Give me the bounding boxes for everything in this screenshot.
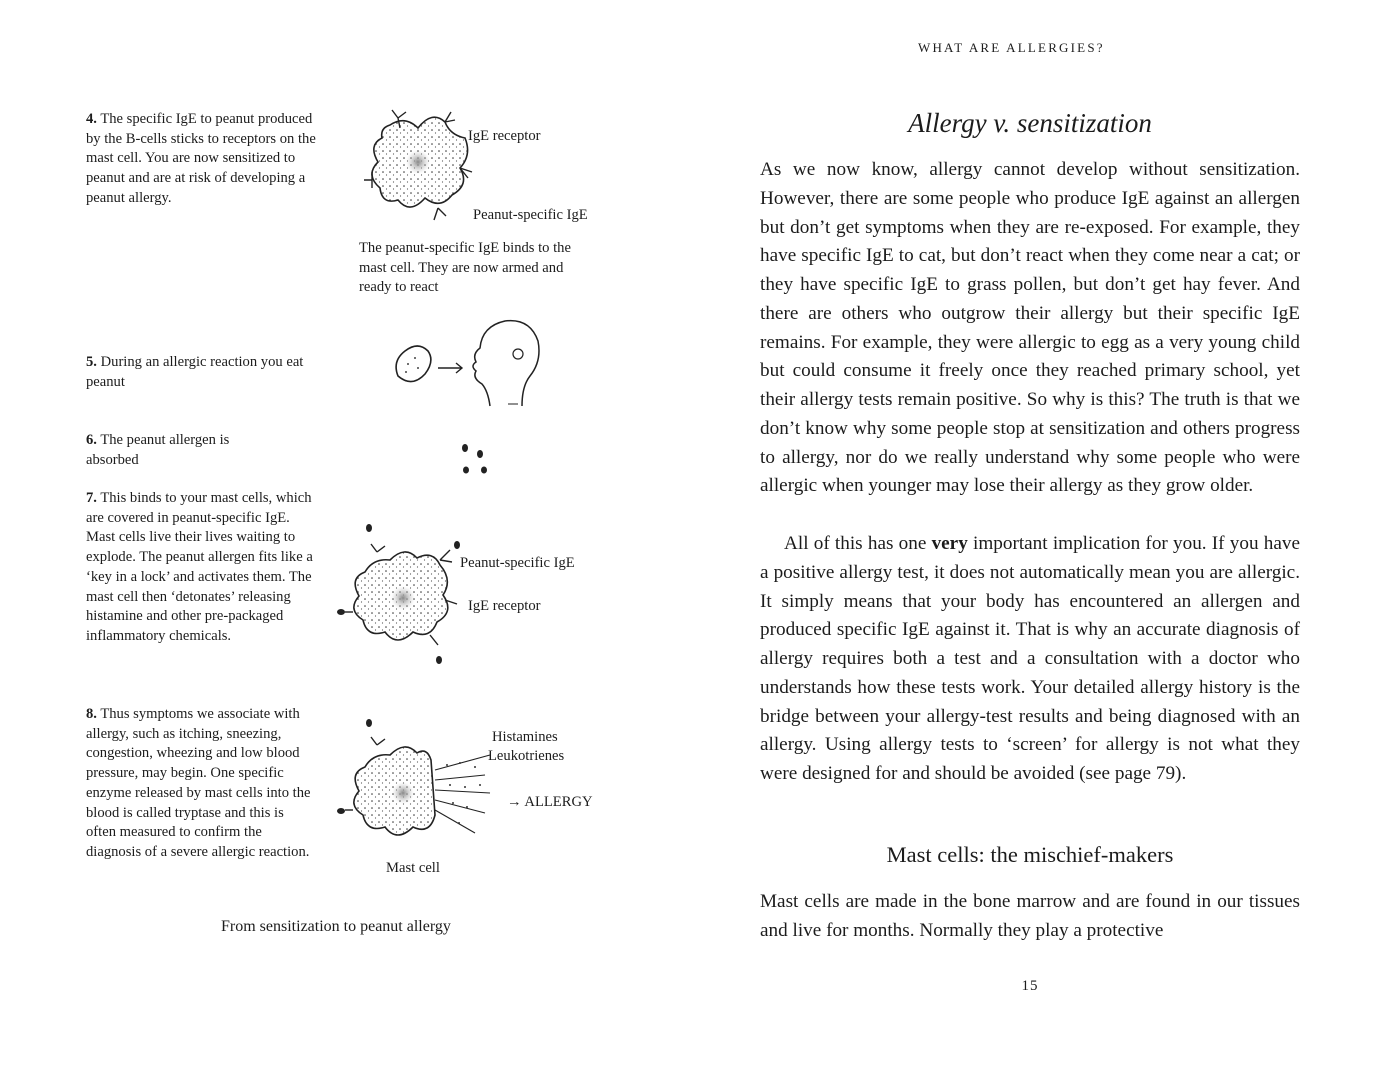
- running-head: WHAT ARE ALLERGIES?: [918, 40, 1105, 55]
- peanut-to-mouth-illustration: [390, 316, 550, 411]
- mast-cell-degranulating-illustration: [335, 715, 495, 855]
- paragraph-2: [760, 530, 1300, 789]
- step-number: 5.: [86, 354, 97, 370]
- step-8: [86, 705, 316, 863]
- histamines-label: Histamines: [492, 729, 558, 745]
- allergy-label: → ALLERGY: [507, 794, 593, 810]
- step-text: The specific IgE to peanut produced by the B-cells sticks to receptors on the mast cell. You are now sensitized to peanut and are at risk of developing a peanut allergy.: [86, 111, 316, 206]
- step-5: [86, 353, 318, 392]
- step-number: 7.: [86, 490, 97, 506]
- section-title: Allergy v. sensitization: [908, 108, 1152, 138]
- step-4: [86, 110, 318, 209]
- step-text: This binds to your mast cells, which are covered in peanut-specific IgE. Mast cells live their lives waiting to explode. The peanut allergen fits like a ‘key in a lock’ and activates them. The mast cell then ‘detonates’ releasing histamine and other pre-packaged inflammatory chemicals.: [86, 490, 313, 644]
- ige-receptor-label-2: IgE receptor: [468, 598, 541, 614]
- step-text: During an allergic reaction you eat peanut: [86, 354, 304, 390]
- ige-receptor-label-1: IgE receptor: [468, 128, 541, 144]
- peanut-specific-ige-label-1: Peanut-specific IgE: [473, 207, 588, 223]
- figure-caption: From sensitization to peanut allergy: [221, 918, 451, 935]
- step-number: 6.: [86, 432, 97, 448]
- mast-cell-illustration-2: [335, 520, 465, 670]
- subheading: Mast cells: the mischief-makers: [886, 842, 1174, 867]
- step-6: [86, 431, 276, 470]
- step-number: 4.: [86, 111, 97, 127]
- step-number: 8.: [86, 706, 97, 722]
- step-text: The peanut allergen is absorbed: [86, 432, 230, 468]
- mast-cell-illustration-1: [360, 100, 490, 225]
- binds-caption: The peanut-specific IgE binds to the mast cell. They are now armed and ready to react: [359, 240, 571, 296]
- paragraph-1: As we now know, allergy cannot develop without sensitization. However, there are some people who produce IgE against an allergen but don’t get symptoms when they are re-exposed. For example, they have specific IgE to cat, but don’t react when they come near a cat; or they have specific IgE to grass pollen, but don’t get hay fever. And there are others who outgrow their allergy but their specific IgE remains. For example, they were allergic to egg as a very young child but could consume it freely once they reached primary school, yet their allergy tests remain positive. So why is this? The truth is that we don’t know why some people stop at sensitization and others progress to allergy, nor do we really understand why some people who were allergic when younger may lose their allergy as they grow older.: [760, 159, 1300, 497]
- absorbed-allergen-illustration: [456, 440, 496, 480]
- page-number: 15: [1021, 978, 1039, 994]
- paragraph-2-rest: important implication for you. If you have a positive allergy test, it does not automatically mean you are allergic. It simply means that your body has encountered an allergen and produced specific IgE against it. That is why an accurate diagnosis of allergy requires both a test and a consultation with a doctor who understands how these tests work. Your detailed allergy history is the bridge between your allergy-test results and being diagnosed with an allergy. Using allergy tests to ‘screen’ for allergy is not what they were designed for and should be avoided (see page 79).: [760, 533, 1300, 784]
- step-7: [86, 489, 314, 647]
- step-text: Thus symptoms we associate with allergy, such as itching, sneezing, congestion, wheezing and low blood pressure, may begin. One specific enzyme released by mast cells into the blood is called tryptase and this is often measured to confirm the diagnosis of a severe allergic reaction.: [86, 706, 311, 860]
- paragraph-2-start: All of this has one: [784, 533, 932, 554]
- mast-cell-label: Mast cell: [386, 860, 440, 876]
- emphasis-very: very: [931, 533, 968, 554]
- leukotrienes-label: Leukotrienes: [488, 748, 565, 764]
- peanut-specific-ige-label-2: Peanut-specific IgE: [460, 555, 575, 571]
- paragraph-3: Mast cells are made in the bone marrow and are found in our tissues and live for months. Normally they play a protective: [760, 891, 1300, 941]
